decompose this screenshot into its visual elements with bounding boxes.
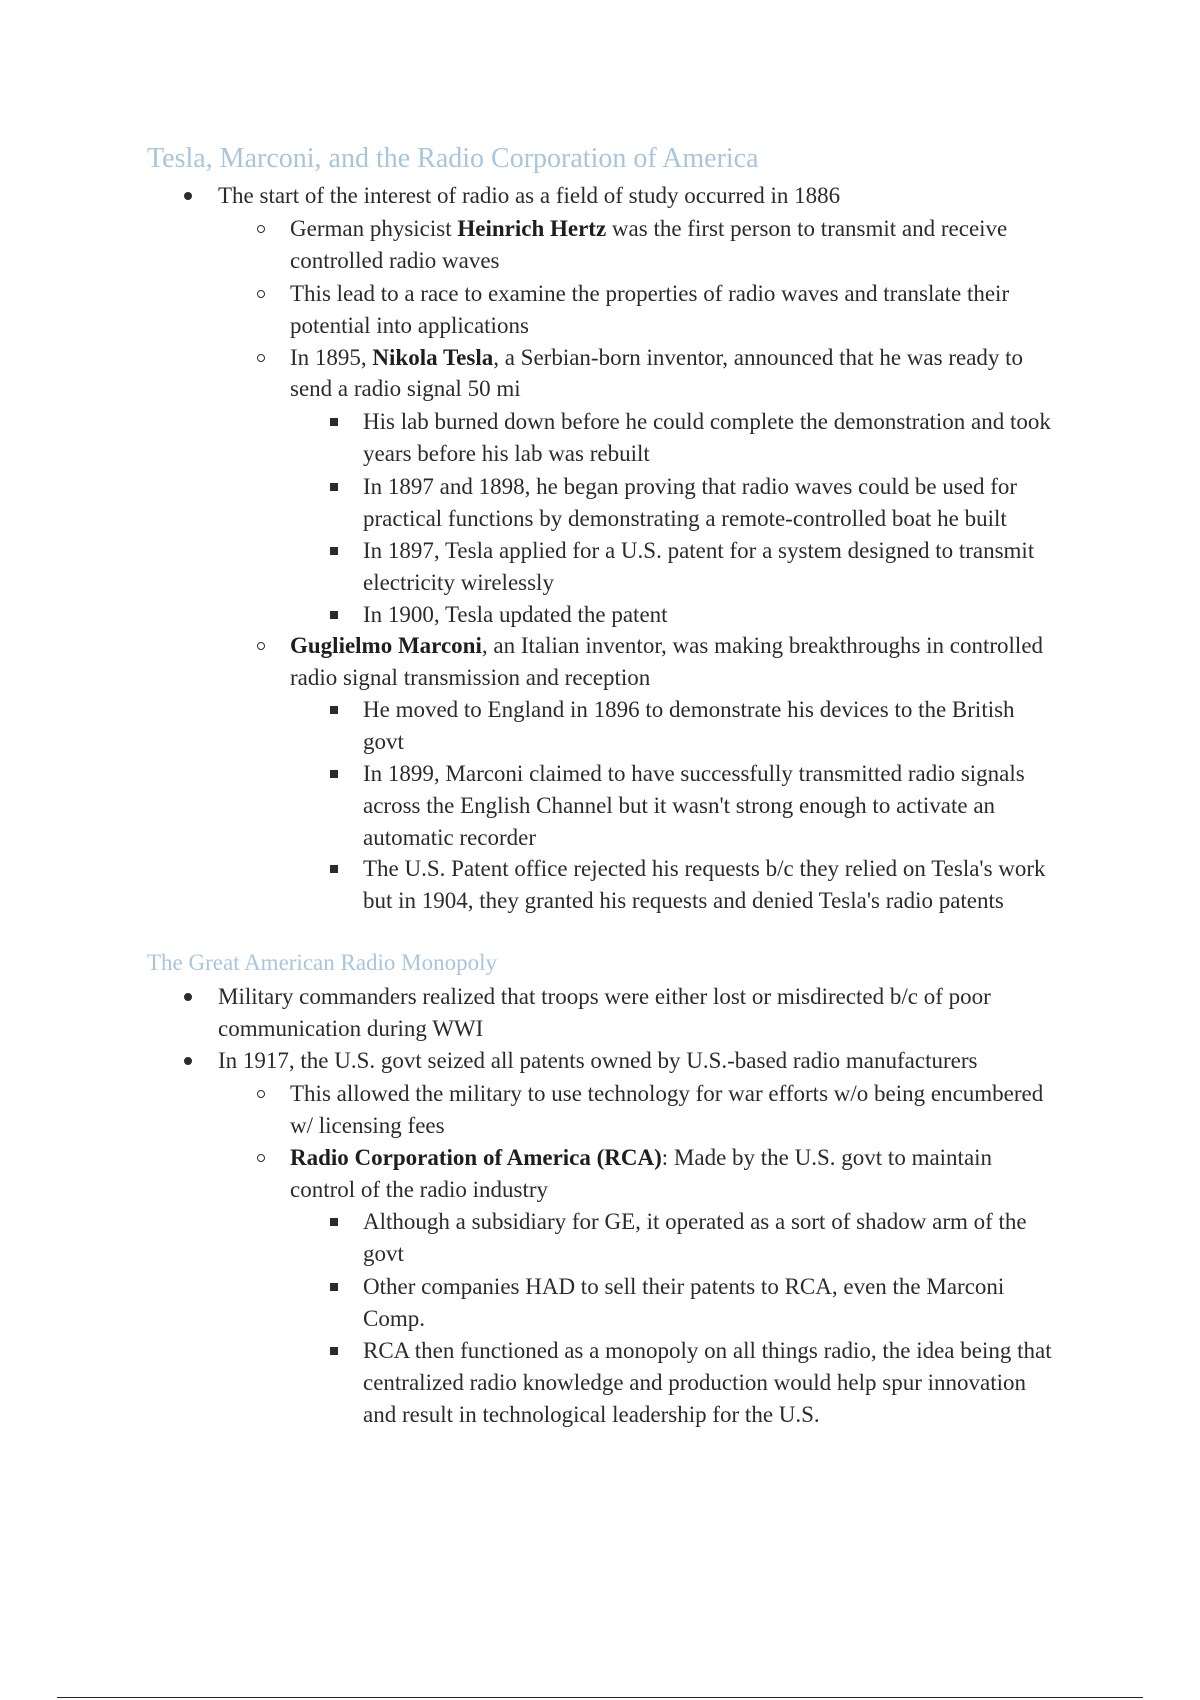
list-item-continuation: electricity wirelessly [363, 570, 554, 595]
list-item: Guglielmo Marconi, an Italian inventor, was making breakthroughs in controlled [290, 633, 1044, 658]
bold-name-hertz: Heinrich Hertz [457, 216, 607, 241]
bullet-circle-icon [257, 1154, 265, 1162]
list-item-continuation: automatic recorder [363, 825, 537, 850]
bullet-square-icon [330, 611, 338, 619]
list-item: He moved to England in 1896 to demonstrate his devices to the British [363, 697, 1015, 722]
list-item-continuation: Comp. [363, 1306, 425, 1331]
bullet-disc-icon [184, 993, 192, 1001]
bullet-square-icon [330, 418, 338, 426]
bullet-square-icon [330, 770, 338, 778]
list-item: Although a subsidiary for GE, it operated as a sort of shadow arm of the [363, 1209, 1027, 1234]
bullet-circle-icon [257, 354, 265, 362]
list-item: Radio Corporation of America (RCA): Made by the U.S. govt to maintain [290, 1145, 993, 1170]
list-item-continuation: controlled radio waves [290, 248, 500, 273]
list-item-continuation: w/ licensing fees [290, 1113, 445, 1138]
list-item: The start of the interest of radio as a field of study occurred in 1886 [218, 183, 841, 208]
list-item: In 1895, Nikola Tesla, a Serbian-born inventor, announced that he was ready to [290, 345, 1024, 370]
list-item: In 1899, Marconi claimed to have successfully transmitted radio signals [363, 761, 1025, 786]
bullet-circle-icon [257, 642, 265, 650]
list-item: In 1900, Tesla updated the patent [363, 602, 668, 627]
bold-name-tesla: Nikola Tesla [372, 345, 494, 370]
list-item-continuation: practical functions by demonstrating a remote-controlled boat he built [363, 506, 1007, 531]
list-item: In 1897, Tesla applied for a U.S. patent for a system designed to transmit [363, 538, 1035, 563]
bullet-square-icon [330, 1283, 338, 1291]
list-item-continuation: years before his lab was rebuilt [363, 441, 650, 466]
list-item: German physicist Heinrich Hertz was the first person to transmit and receive [290, 216, 1008, 241]
bullet-circle-icon [257, 1090, 265, 1098]
list-item-continuation: govt [363, 1241, 404, 1266]
list-item: Military commanders realized that troops were either lost or misdirected b/c of poor [218, 984, 991, 1009]
list-item: The U.S. Patent office rejected his requests b/c they relied on Tesla's work [363, 856, 1046, 881]
bullet-square-icon [330, 547, 338, 555]
section-heading-radio-monopoly: The Great American Radio Monopoly [147, 950, 498, 975]
list-item-continuation: radio signal transmission and reception [290, 665, 651, 690]
bullet-square-icon [330, 1218, 338, 1226]
list-item-continuation: and result in technological leadership for the U.S. [363, 1402, 820, 1427]
list-item-continuation: but in 1904, they granted his requests and denied Tesla's radio patents [363, 888, 1004, 913]
list-item: This allowed the military to use technology for war efforts w/o being encumbered [290, 1081, 1044, 1106]
bold-name-rca: Radio Corporation of America (RCA) [290, 1145, 662, 1170]
footer-divider [57, 1697, 1143, 1698]
bullet-square-icon [330, 706, 338, 714]
bullet-disc-icon [184, 192, 192, 200]
section-heading-tesla-marconi: Tesla, Marconi, and the Radio Corporation of America [147, 143, 759, 174]
bullet-square-icon [330, 1347, 338, 1355]
bullet-circle-icon [257, 290, 265, 298]
list-item-continuation: communication during WWI [218, 1016, 484, 1041]
bold-name-marconi: Guglielmo Marconi [290, 633, 482, 658]
list-item-continuation: across the English Channel but it wasn't strong enough to activate an [363, 793, 996, 818]
bullet-square-icon [330, 483, 338, 491]
list-item-continuation: centralized radio knowledge and production would help spur innovation [363, 1370, 1026, 1395]
bullet-disc-icon [184, 1057, 192, 1065]
bullet-circle-icon [257, 225, 265, 233]
list-item-continuation: send a radio signal 50 mi [290, 376, 521, 401]
list-item: In 1917, the U.S. govt seized all patents owned by U.S.-based radio manufacturers [218, 1048, 978, 1073]
list-item: This lead to a race to examine the properties of radio waves and translate their [290, 281, 1010, 306]
list-item: Other companies HAD to sell their patents to RCA, even the Marconi [363, 1274, 1005, 1299]
list-item: RCA then functioned as a monopoly on all things radio, the idea being that [363, 1338, 1052, 1363]
list-item: In 1897 and 1898, he began proving that radio waves could be used for [363, 474, 1018, 499]
list-item: His lab burned down before he could complete the demonstration and took [363, 409, 1051, 434]
list-item-continuation: govt [363, 729, 404, 754]
bullet-square-icon [330, 865, 338, 873]
list-item-continuation: control of the radio industry [290, 1177, 549, 1202]
list-item-continuation: potential into applications [290, 313, 529, 338]
